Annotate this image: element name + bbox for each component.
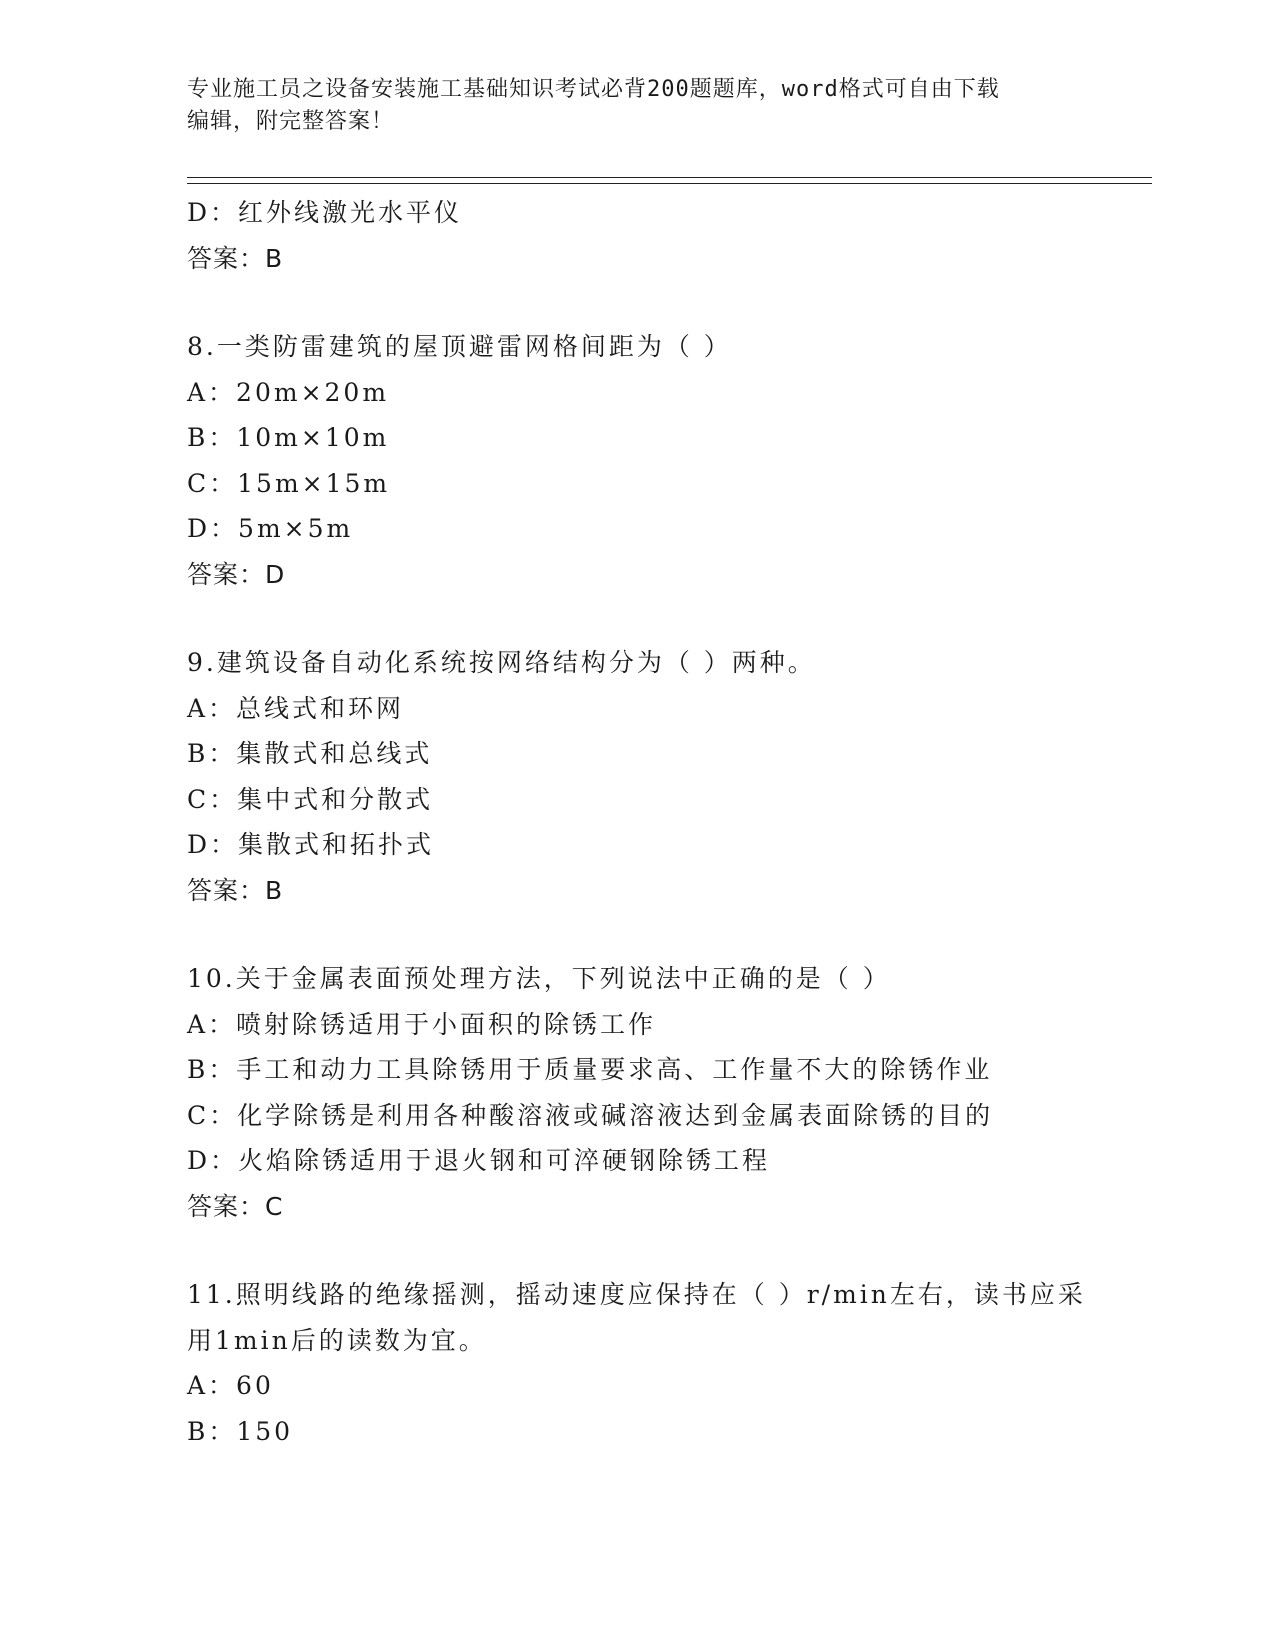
spacer xyxy=(187,1229,1147,1272)
option-a: A：20m×20m xyxy=(187,377,390,407)
answer-label: 答案：B xyxy=(187,243,284,273)
option-a: A：60 xyxy=(187,1371,274,1400)
option-d: D：5m×5m xyxy=(187,514,354,543)
header-divider-top xyxy=(187,177,1152,178)
spacer xyxy=(187,281,1147,324)
option-a: A：总线式和环网 xyxy=(187,693,405,723)
spacer xyxy=(187,597,1147,640)
option-d: D：集散式和拓扑式 xyxy=(187,830,435,859)
option-a: A：喷射除锈适用于小面积的除锈工作 xyxy=(187,1009,657,1039)
question-11 xyxy=(187,1272,1147,1454)
question-stem: 10.关于金属表面预处理方法，下列说法中正确的是（ ） xyxy=(187,964,891,993)
option-b: B：150 xyxy=(187,1416,294,1446)
answer-label: 答案：B xyxy=(187,875,284,905)
option-b: B：10m×10m xyxy=(187,423,390,452)
answer-label: 答案：D xyxy=(187,559,286,589)
question-9 xyxy=(187,640,1147,913)
answer-label: 答案：C xyxy=(187,1191,284,1221)
option-d: D：火焰除锈适用于退火钢和可淬硬钢除锈工程 xyxy=(187,1146,771,1175)
document-header xyxy=(187,74,1067,138)
question-stem: 9.建筑设备自动化系统按网络结构分为（ ）两种。 xyxy=(187,648,816,677)
question-8 xyxy=(187,324,1147,597)
option-b: B：手工和动力工具除锈用于质量要求高、工作量不大的除锈作业 xyxy=(187,1055,993,1084)
option-b: B：集散式和总线式 xyxy=(187,739,433,768)
question-7-continuation xyxy=(187,190,1147,281)
header-divider-bottom xyxy=(187,183,1152,184)
option-d: D：红外线激光水平仪 xyxy=(187,198,463,227)
question-stem: 8.一类防雷建筑的屋顶避雷网格间距为（ ） xyxy=(187,332,732,361)
header-title-line-2: 编辑，附完整答案！ xyxy=(187,109,395,134)
spacer xyxy=(187,913,1147,956)
header-title-line-1: 专业施工员之设备安装施工基础知识考试必背200题题库，word格式可自由下载 xyxy=(187,77,1000,102)
question-stem: 11.照明线路的绝缘摇测，摇动速度应保持在（ ）r/min左右，读书应采用1min后的读数为宜。 xyxy=(187,1280,1086,1355)
question-list xyxy=(187,190,1147,1454)
question-10 xyxy=(187,956,1147,1229)
option-c: C：15m×15m xyxy=(187,468,391,498)
option-c: C：集中式和分散式 xyxy=(187,784,434,814)
option-c: C：化学除锈是利用各种酸溶液或碱溶液达到金属表面除锈的目的 xyxy=(187,1100,994,1130)
